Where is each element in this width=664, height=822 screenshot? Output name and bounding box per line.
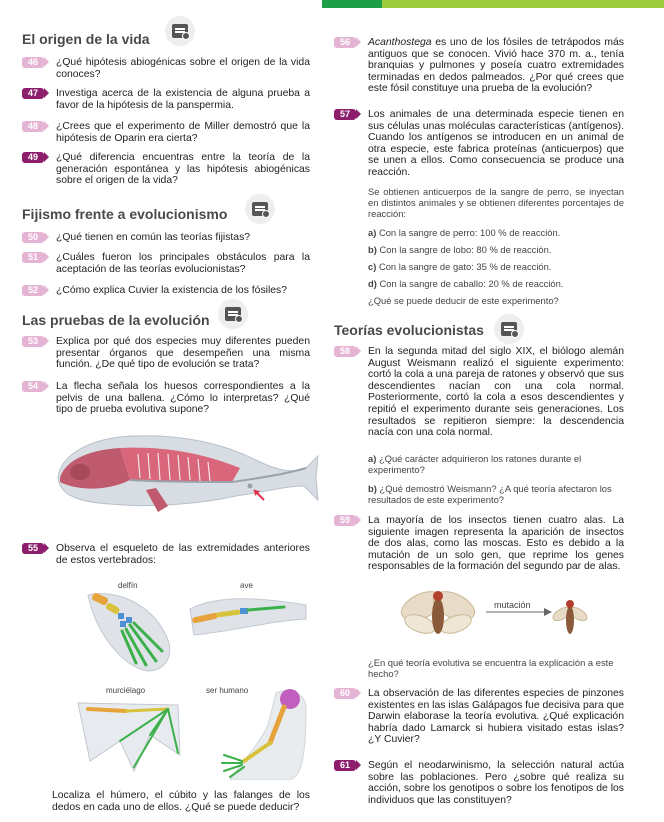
question-58: 58 En la segunda mitad del siglo XIX, el biólogo alemán August Weismann realizó el siguiente experimento: cortó la cola a una pareja de ratones y observó que sus descendientes nacían con una cola normal. Posteriormente, cortó la cola a esos descendientes y repitió el experimento durante seis generaciones. Los resultados se repitieron siempre: la descendencia nacía con una cola normal.	[334, 346, 624, 442]
section-title-fixism: Fijismo frente a evolucionismo	[22, 206, 228, 222]
mutation-label: mutación	[494, 600, 531, 610]
question-53: 53 Explica por qué dos especies muy diferentes pueden presentar órganos que desempeñen una misma función. ¿De qué tipo de evolución se trata?	[22, 336, 310, 372]
question-51: 51 ¿Cuáles fueron los principales obstáculos para la aceptación de las teorías evolucionistas?	[22, 252, 310, 276]
reaction-item-b: b) Con la sangre de lobo: 80 % de reacción.	[368, 244, 552, 255]
question-number: 58	[334, 346, 356, 357]
question-number: 52	[22, 285, 44, 296]
section-title-origin: El origen de la vida	[22, 31, 150, 47]
reaction-item-d: d) Con la sangre de caballo: 20 % de reacción.	[368, 278, 564, 289]
section-title-evolutionary-theories: Teorías evolucionistas	[334, 322, 484, 338]
question-57: 57 Los animales de una determinada especie tienen en sus células unas moléculas características (antígenos). Cuando los antígenos se introducen en un animal de otra especie, este fabrica proteínas (anticuerpos) que se unen a ellos. Como consecuencia se produce una reacción.	[334, 109, 624, 181]
question-number: 46	[22, 57, 44, 68]
question-number: 49	[22, 152, 44, 163]
label-human: ser humano	[206, 686, 249, 695]
experiment-question: ¿Qué se puede deducir de este experimento?	[368, 295, 559, 306]
section-title-evidence: Las pruebas de la evolución	[22, 312, 210, 328]
question-61: 61 Según el neodarwinismo, la selección natural actúa sobre las poblaciones. Pero ¿sobre qué realiza su acción, sobre los genotipos o sobre los fenotipos de los individuos que las constituyen?	[334, 760, 624, 808]
flies-mutation-illustration	[394, 582, 594, 648]
label-bat: murciélago	[106, 686, 146, 695]
question-number: 47	[22, 88, 44, 99]
worksheet-icon[interactable]	[245, 194, 275, 224]
question-52: 52 ¿Cómo explica Cuvier la existencia de los fósiles?	[22, 285, 310, 297]
label-dolphin: delfín	[118, 581, 138, 590]
q58-item-b: b) ¿Qué demostró Weismann? ¿A qué teoría afectaron los resultados de este experimento?	[368, 483, 612, 505]
question-55: 55 Observa el esqueleto de las extremidades anteriores de estos vertebrados:	[22, 543, 310, 567]
question-54: 54 La flecha señala los huesos correspondientes a la pelvis de una ballena. ¿Cómo lo interpretas? ¿Qué tipo de prueba evolutiva supone?	[22, 381, 310, 417]
question-50: 50 ¿Qué tienen en común las teorías fijistas?	[22, 232, 310, 244]
question-47: 47 Investiga acerca de la existencia de alguna prueba a favor de la hipótesis de la panspermia.	[22, 88, 310, 112]
experiment-intro: Se obtienen anticuerpos de la sangre de perro, se inyectan en distintos animales y se obtienen diferentes porcentajes de reacción:	[368, 186, 624, 219]
reaction-item-a: a) Con la sangre de perro: 100 % de reacción.	[368, 227, 561, 238]
question-49: 49 ¿Qué diferencia encuentras entre la teoría de la generación espontánea y las hipótesis abiogénicas sobre el origen de la vida?	[22, 152, 310, 188]
question-59: 59 La mayoría de los insectos tienen cuatro alas. La siguiente imagen representa la aparición de insectos de dos alas, como las moscas. Esto es debido a la mutación de un solo gen, que reprime los genes responsables de la formación del segundo par de alas.	[334, 515, 624, 575]
top-accent-bar	[322, 0, 664, 8]
question-number: 53	[22, 336, 44, 347]
question-number: 61	[334, 760, 356, 771]
question-number: 59	[334, 515, 356, 526]
reaction-item-c: c) Con la sangre de gato: 35 % de reacción.	[368, 261, 552, 272]
question-number: 48	[22, 121, 44, 132]
limb-skeletons-figure	[70, 575, 310, 780]
worksheet-icon[interactable]	[165, 16, 195, 46]
question-56: 56 Acanthostega es uno de los fósiles de tetrápodos más antiguos que se conocen. Vivió hace 370 m. a., tenía branquias y pulmones y poseía cuatro extremidades terminadas en dedos palmeados. ¿Por qué crees que este fósil constituye una prueba de la evolución?	[334, 37, 624, 97]
question-number: 55	[22, 543, 44, 554]
question-55-closing: Localiza el húmero, el cúbito y las falanges de los dedos en cada uno de ellos. ¿Qué se puede deducir?	[52, 790, 310, 813]
question-46: 46 ¿Qué hipótesis abiogénicas sobre el origen de la vida conoces?	[22, 57, 310, 81]
q59-question: ¿En qué teoría evolutiva se encuentra la explicación a este hecho?	[368, 657, 614, 679]
question-number: 54	[22, 381, 44, 392]
question-60: 60 La observación de las diferentes especies de pinzones existentes en las islas Galápagos fue decisiva para que Darwin elaborase la teoría evolutiva. ¿Qué explicación habría dado Lamarck si hubiera visitado estas islas? ¿Y Cuvier?	[334, 688, 624, 748]
question-number: 57	[334, 109, 356, 120]
limbs-svg	[70, 575, 310, 780]
question-number: 60	[334, 688, 356, 699]
question-48: 48 ¿Crees que el experimento de Miller demostró que la hipótesis de Oparin era cierta?	[22, 121, 310, 145]
worksheet-icon[interactable]	[218, 299, 248, 329]
question-number: 50	[22, 232, 44, 243]
q58-item-a: a) ¿Qué carácter adquirieron los ratones durante el experimento?	[368, 453, 582, 475]
whale-skeleton-illustration	[50, 420, 322, 520]
worksheet-icon[interactable]	[494, 314, 524, 344]
question-number: 51	[22, 252, 44, 263]
question-number: 56	[334, 37, 356, 48]
label-bird: ave	[240, 581, 253, 590]
